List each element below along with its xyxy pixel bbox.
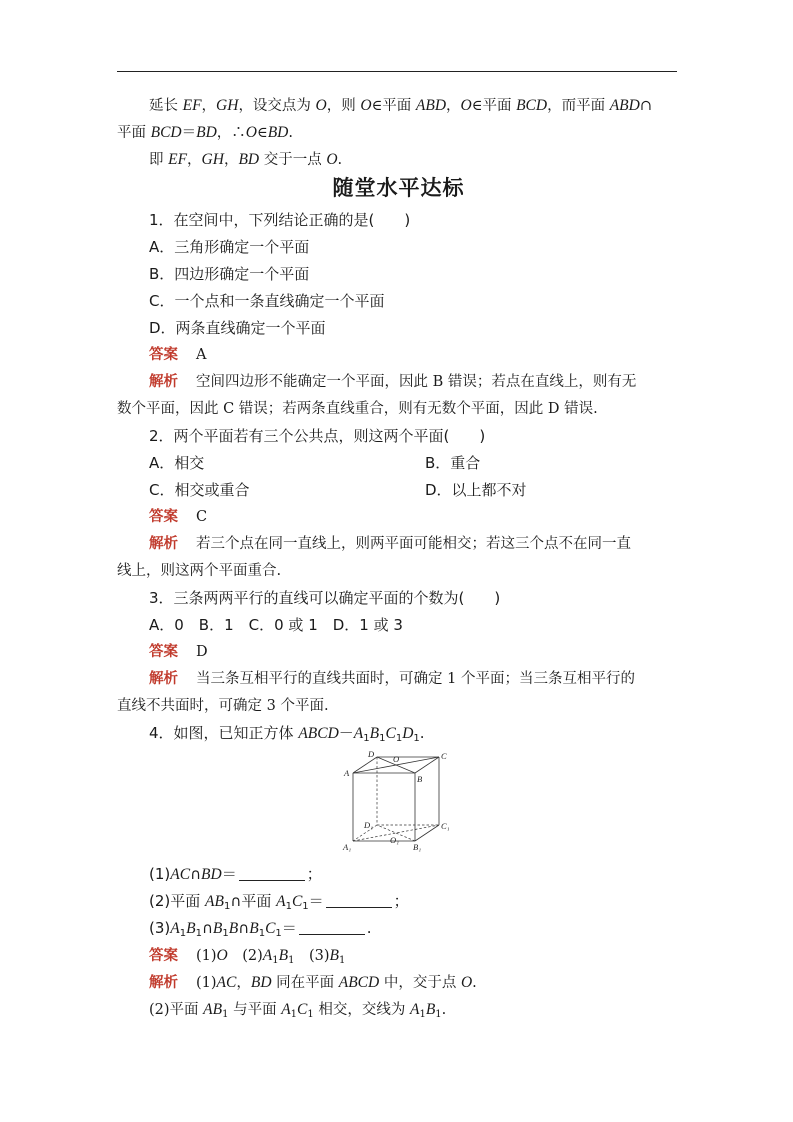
page-content	[117, 92, 680, 1023]
q1-option-b: B．四边形确定一个平面	[149, 265, 310, 283]
q1-analysis-2: 数个平面，因此 C 错误；若两条直线重合，则有无数个平面，因此 D 错误.	[117, 401, 598, 417]
q2-analysis-1: 解析 若三个点在同一直线上，则两平面可能相交；若这三个点不在同一直	[149, 536, 631, 552]
q2-analysis-2: 线上，则这两个平面重合.	[117, 563, 282, 579]
proof-line-1: 延长 EF，GH，设交点为 O，则 O∈平面 ABD，O∈平面 BCD，而平面 ABD∩	[149, 97, 652, 114]
label-O: O	[392, 754, 399, 764]
proof-line-2: 平面 BCD＝BD，∴O∈BD.	[117, 124, 293, 141]
analysis-label: 解析	[149, 536, 178, 552]
q3-analysis-2: 直线不共面时，可确定 3 个平面.	[117, 698, 329, 714]
answer-label: 答案	[149, 509, 178, 525]
proof-line-3: 即 EF，GH，BD 交于一点 O.	[149, 151, 343, 168]
q3-answer: 答案 D	[149, 644, 208, 660]
analysis-label: 解析	[149, 374, 178, 390]
label-A: A	[343, 768, 349, 778]
label-C: C	[440, 751, 447, 761]
label-D1: D₁	[363, 820, 373, 830]
label-D: D	[367, 751, 374, 759]
q1-answer: 答案 A	[149, 347, 207, 363]
answer-label: 答案	[149, 644, 178, 660]
q1-analysis-1: 解析 空间四边形不能确定一个平面，因此 B 错误；若点在直线上，则有无	[149, 374, 637, 390]
q2-options-row-2: C．相交或重合 D．以上都不对	[149, 481, 527, 499]
q4-part-2: (2)平面 $AB_1\cap$平面 $A_1C_1=$ ；	[149, 892, 409, 912]
label-B1: B₁	[412, 842, 421, 852]
edge-B1C1	[415, 825, 439, 841]
q3-options: A．0 B．1 C．0 或 1 D．1 或 3	[149, 616, 403, 634]
header-rule	[117, 71, 677, 72]
q1-option-c: C．一个点和一条直线确定一个平面	[149, 292, 385, 310]
answer-blank[interactable]	[299, 920, 365, 935]
analysis-label: 解析	[149, 671, 178, 687]
q4-analysis-1: 解析 (1)AC，BD 同在平面 ABCD 中，交于点 O.	[149, 974, 477, 991]
analysis-label: 解析	[149, 975, 178, 991]
answer-label: 答案	[149, 347, 178, 363]
q4-answer: 答案 (1)O $(2)A_1B_1$ $(3)B_1$	[149, 947, 346, 966]
label-B: B	[416, 774, 422, 784]
q2-answer: 答案 C	[149, 509, 208, 525]
q2-stem: 2．两个平面若有三个公共点，则这两个平面( )	[149, 427, 486, 445]
section-title: 随堂水平达标	[332, 175, 465, 200]
q1-option-a: A．三角形确定一个平面	[149, 238, 310, 256]
q4-analysis-2: (2)平面 $AB_1$ 与平面 $A_1C_1$ 相交，交线为 $A_1B_1$.	[149, 1001, 447, 1020]
answer-blank[interactable]	[239, 866, 305, 881]
q1-stem: 1．在空间中，下列结论正确的是( )	[149, 211, 411, 229]
label-A1: A₁	[342, 842, 351, 852]
q3-stem: 3．三条两两平行的直线可以确定平面的个数为( )	[149, 589, 501, 607]
label-O1: O₁	[389, 835, 399, 845]
answer-label: 答案	[149, 948, 178, 964]
answer-blank[interactable]	[326, 893, 392, 908]
q1-option-d: D．两条直线确定一个平面	[149, 319, 326, 337]
q4-stem: 4．如图，已知正方体 $ABCD-A_1B_1C_1D_1$.	[149, 724, 425, 744]
q4-part-3: $(3)A_1B_1\cap B_1B\cap B_1C_1=$ .	[149, 919, 372, 939]
q3-analysis-1: 解析 当三条互相平行的直线共面时，可确定 1 个平面；当三条互相平行的	[149, 671, 635, 687]
q4-part-1: (1)AC∩BD＝ ；	[149, 865, 322, 883]
cube-figure	[339, 751, 459, 853]
label-C1: C₁	[440, 821, 450, 831]
q2-options-row-1: A．相交 B．重合	[149, 454, 481, 472]
